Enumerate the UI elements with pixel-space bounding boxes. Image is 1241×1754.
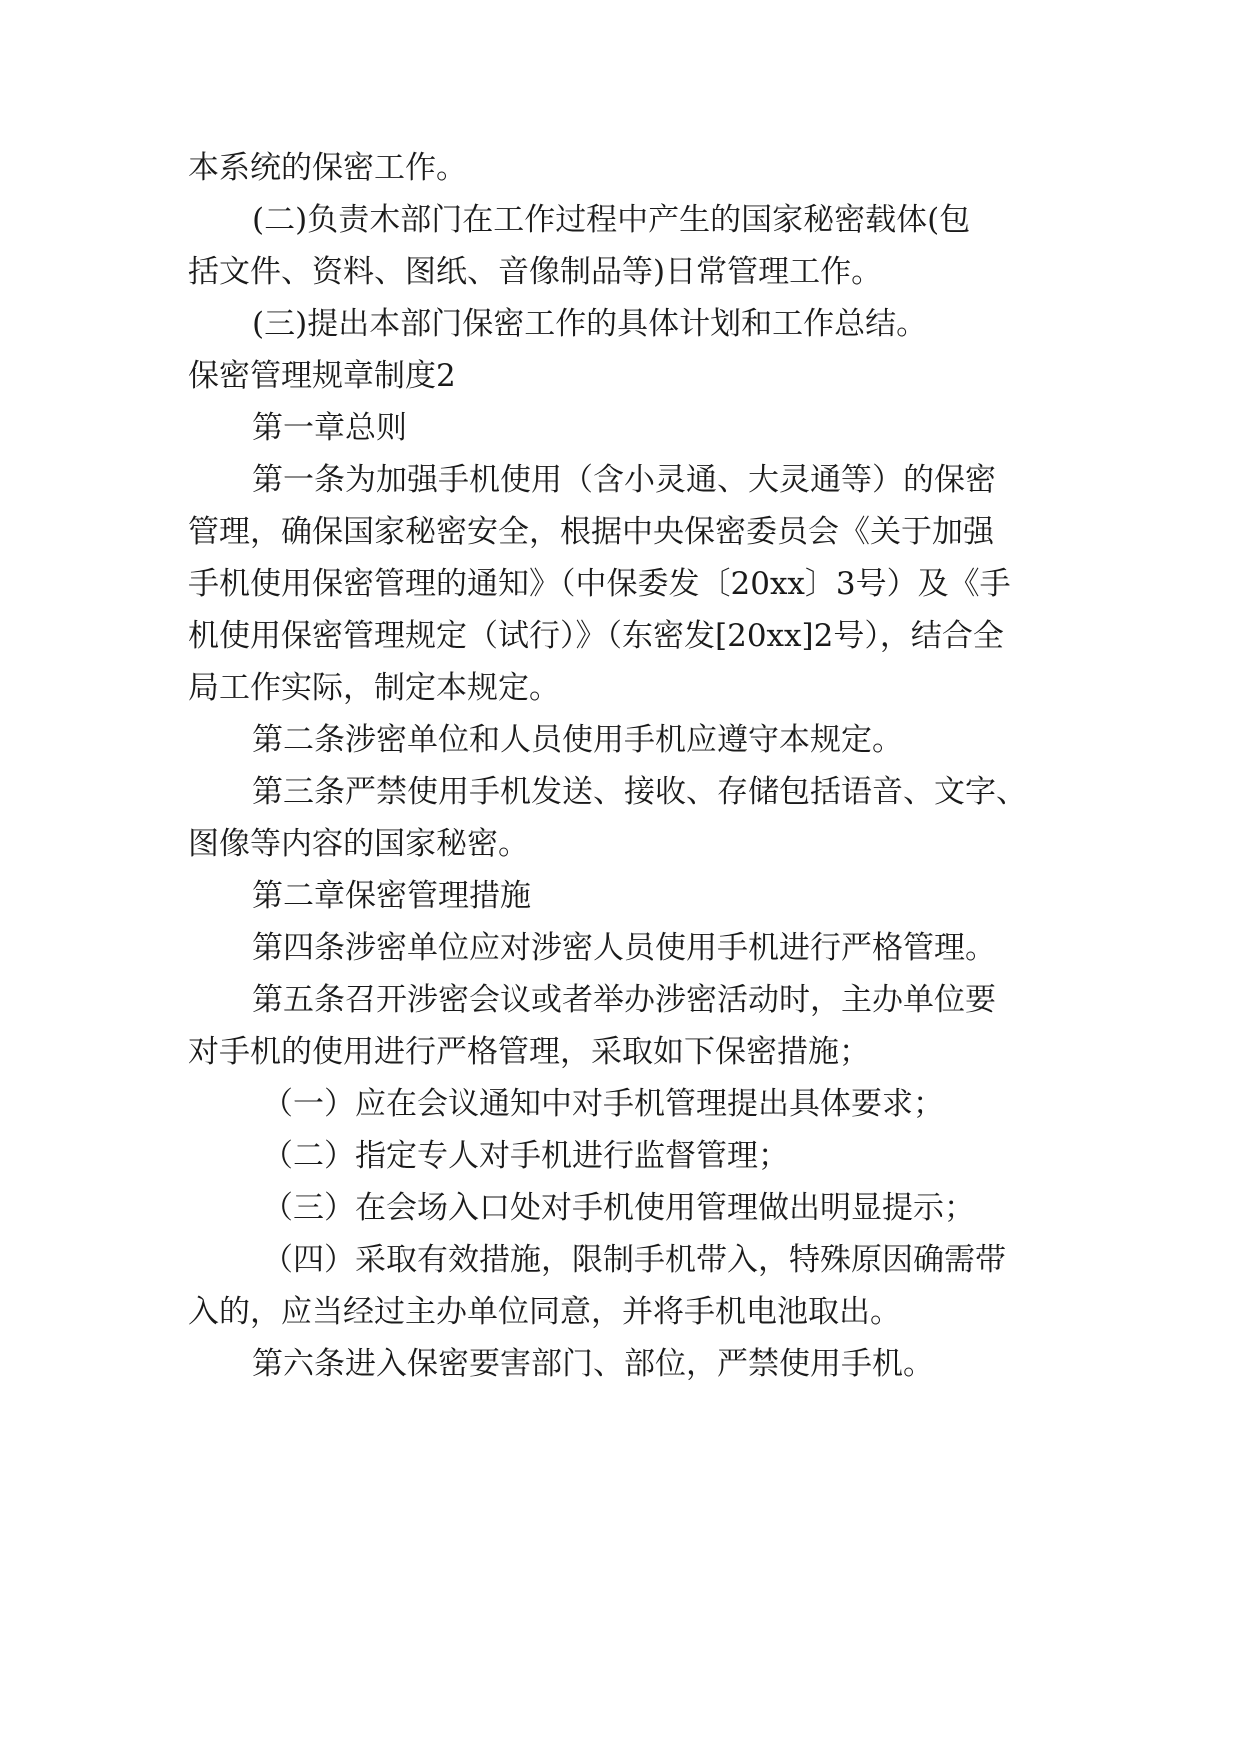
text-line: (三)提出本部门保密工作的具体计划和工作总结。 [252,306,928,342]
text-line: 对手机的使用进行严格管理，采取如下保密措施； [188,1034,870,1070]
text-line: 第四条涉密单位应对涉密人员使用手机进行严格管理。 [252,930,996,966]
text-line: (二)负责木部门在工作过程中产生的国家秘密载体(包 [252,202,971,238]
list-item: （三）在会场入口处对手机使用管理做出明显提示； [262,1190,975,1226]
chapter-heading: 第二章保密管理措施 [252,878,531,914]
text-line: 第六条进入保密要害部门、部位，严禁使用手机。 [252,1346,934,1382]
section-title: 保密管理规章制度2 [188,358,456,394]
text-line: 局工作实际，制定本规定。 [188,670,560,706]
text-line: 图像等内容的国家秘密。 [188,826,529,862]
list-item: （一）应在会议通知中对手机管理提出具体要求； [262,1086,944,1122]
list-item: （四）采取有效措施，限制手机带入，特殊原因确需带 [262,1242,1006,1278]
text-line: 本系统的保密工作。 [188,150,467,186]
text-line: 第一条为加强手机使用（含小灵通、大灵通等）的保密 [252,462,996,498]
text-line: 管理，确保国家秘密安全，根据中央保密委员会《关于加强 [188,514,994,550]
text-line: 手机使用保密管理的通知》（中保委发〔20xx〕3号）及《手 [188,566,1011,602]
text-line: 括文件、资料、图纸、音像制品等)日常管理工作。 [188,254,883,290]
text-line: 第三条严禁使用手机发送、接收、存储包括语音、文字、 [252,774,1027,810]
text-line: 第五条召开涉密会议或者举办涉密活动时，主办单位要 [252,982,996,1018]
text-line: 机使用保密管理规定（试行）》（东密发[20xx]2号），结合全 [188,618,1004,654]
list-item: （二）指定专人对手机进行监督管理； [262,1138,789,1174]
text-line: 第二条涉密单位和人员使用手机应遵守本规定。 [252,722,903,758]
text-line: 入的，应当经过主办单位同意，并将手机电池取出。 [188,1294,901,1330]
chapter-heading: 第一章总则 [252,410,407,446]
